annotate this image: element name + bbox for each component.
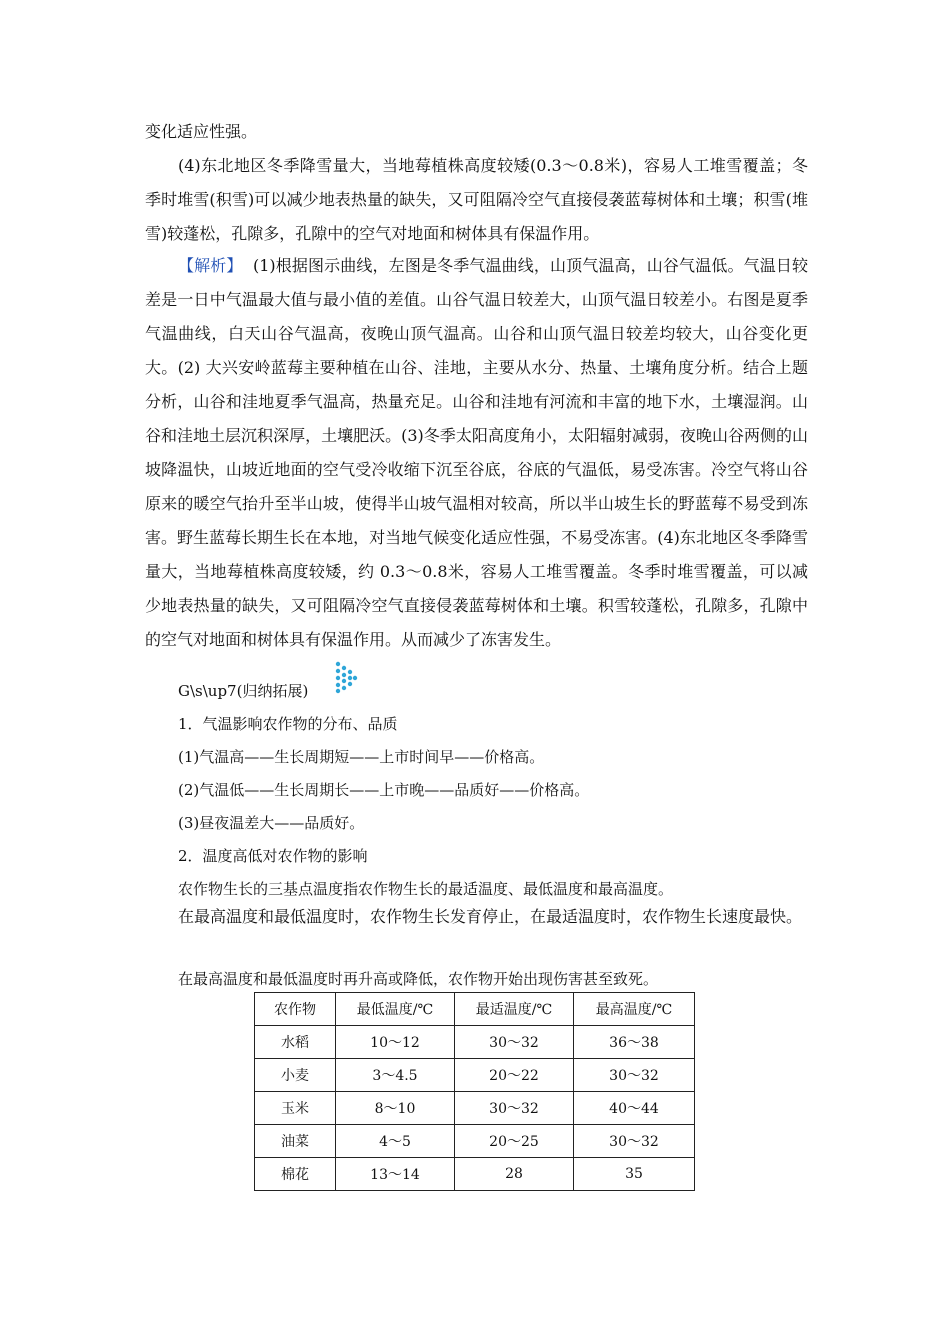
- table-cell: 4～5: [336, 1125, 455, 1158]
- table-cell: 30～32: [574, 1125, 695, 1158]
- analysis-tag: 【解析】: [178, 256, 243, 275]
- analysis-paragraph: [145, 249, 808, 657]
- table-cell: 30～32: [455, 1092, 574, 1125]
- summary-item-2-para-2: 在最高温度和最低温度时，农作物生长发育停止，在最适温度时，农作物生长速度最快。: [178, 907, 803, 926]
- table-cell: 30～32: [455, 1026, 574, 1059]
- table-header-cell: 最高温度/℃: [574, 993, 695, 1026]
- table-row: [255, 1026, 695, 1059]
- table-cell: 小麦: [255, 1059, 336, 1092]
- table-cell: 20～25: [455, 1125, 574, 1158]
- summary-item-2-para-3: 在最高温度和最低温度时再升高或降低，农作物开始出现伤害甚至致死。: [178, 970, 659, 988]
- table-cell: 水稻: [255, 1026, 336, 1059]
- table-cell: 油菜: [255, 1125, 336, 1158]
- table-cell: 棉花: [255, 1158, 336, 1191]
- summary-item-1-title: 1．气温影响农作物的分布、品质: [178, 715, 398, 733]
- summary-item-1-line-3: (3)昼夜温差大——品质好。: [178, 814, 365, 832]
- table-cell: 20～22: [455, 1059, 574, 1092]
- crop-temperature-table: [254, 992, 695, 1191]
- answer-line-1: 变化适应性强。: [145, 122, 258, 141]
- table-header-cell: 最低温度/℃: [336, 993, 455, 1026]
- table-row: [255, 1059, 695, 1092]
- table-cell: 40～44: [574, 1092, 695, 1125]
- table-header-cell: 农作物: [255, 993, 336, 1026]
- table-cell: 36～38: [574, 1026, 695, 1059]
- summary-item-2-title: 2．温度高低对农作物的影响: [178, 847, 368, 865]
- double-chevron-arrow-icon: [334, 660, 358, 694]
- table-cell: 3～4.5: [336, 1059, 455, 1092]
- table-cell: 10～12: [336, 1026, 455, 1059]
- summary-heading: G\s\up7(归纳拓展): [178, 682, 309, 700]
- table-row: [255, 1092, 695, 1125]
- table-cell: 30～32: [574, 1059, 695, 1092]
- summary-item-1-line-2: (2)气温低——生长周期长——上市晚——品质好——价格高。: [178, 781, 590, 799]
- summary-item-2-para-1: 农作物生长的三基点温度指农作物生长的最适温度、最低温度和最高温度。: [178, 880, 674, 898]
- table-header-cell: 最适温度/℃: [455, 993, 574, 1026]
- answer-paragraph-4: (4)东北地区冬季降雪量大，当地莓植株高度较矮(0.3～0.8米)，容易人工堆雪覆盖；冬季时堆雪(积雪)可以减少地表热量的缺失，又可阻隔冷空气直接侵袭蓝莓树体和土壤；积雪(堆雪)较蓬松，孔隙多，孔隙中的空气对地面和树体具有保温作用。: [145, 156, 808, 243]
- table-cell: 13～14: [336, 1158, 455, 1191]
- table-cell: 玉米: [255, 1092, 336, 1125]
- table-header-row: [255, 993, 695, 1026]
- analysis-text: (1)根据图示曲线，左图是冬季气温曲线，山顶气温高，山谷气温低。气温日较差是一日中气温最大值与最小值的差值。山谷气温日较差大，山顶气温日较差小。右图是夏季气温曲线，白天山谷气温高，夜晚山顶气温高。山谷和山顶气温日较差均较大，山谷变化更大。(2) 大兴安岭蓝莓主要种植在山谷、洼地，主要从水分、热量、土壤角度分析。结合上题分析，山谷和洼地夏季气温高，热量充足。山谷和洼地有河流和丰富的地下水，土壤湿润。山谷和洼地土层沉积深厚，土壤肥沃。(3)冬季太阳高度角小，太阳辐射减弱，夜晚山谷两侧的山坡降温快，山坡近地面的空气受冷收缩下沉至谷底，谷底的气温低，易受冻害。冷空气将山谷原来的暖空气抬升至半山坡，使得半山坡气温相对较高，所以半山坡生长的野蓝莓不易受到冻害。野生蓝莓长期生长在本地，对当地气候变化适应性强，不易受冻害。(4)东北地区冬季降雪量大，当地莓植株高度较矮，约 0.3～0.8米，容易人工堆雪覆盖。冬季时堆雪覆盖，可以减少地表热量的缺失，又可阻隔冷空气直接侵袭蓝莓树体和土壤。积雪较蓬松，孔隙多，孔隙中的空气对地面和树体具有保温作用。从而减少了冻害发生。: [145, 256, 808, 649]
- table-cell: 35: [574, 1158, 695, 1191]
- table-cell: 28: [455, 1158, 574, 1191]
- table-row: [255, 1158, 695, 1191]
- table-cell: 8～10: [336, 1092, 455, 1125]
- summary-item-1-line-1: (1)气温高——生长周期短——上市时间早——价格高。: [178, 748, 545, 766]
- table-row: [255, 1125, 695, 1158]
